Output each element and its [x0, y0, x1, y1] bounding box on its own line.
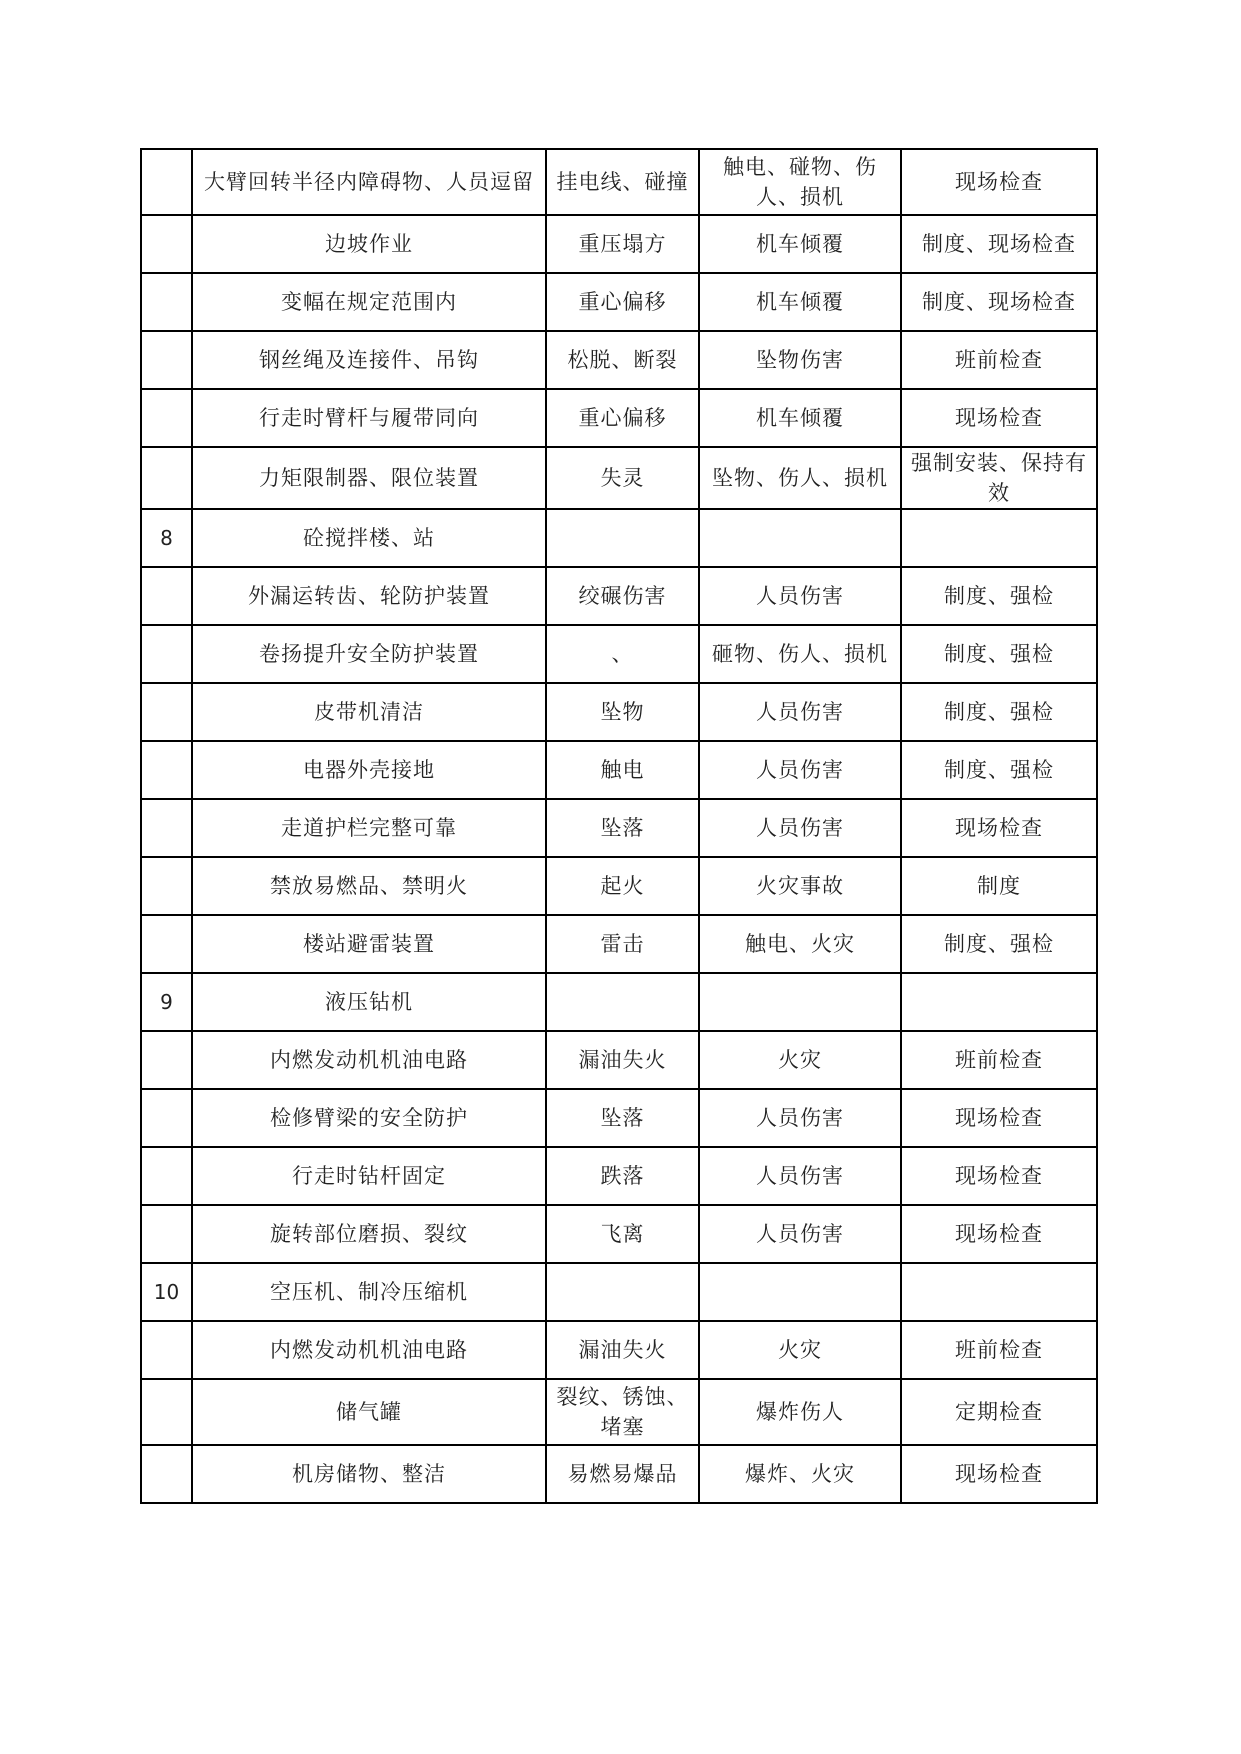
cell-number — [141, 215, 192, 273]
cell-consequence: 人员伤害 — [699, 567, 901, 625]
table-row — [141, 1089, 1097, 1147]
cell-hazard: 坠物 — [546, 683, 699, 741]
cell-hazard: 重压塌方 — [546, 215, 699, 273]
cell-number — [141, 1089, 192, 1147]
cell-measure: 定期检查 — [901, 1379, 1097, 1445]
cell-item: 行走时钻杆固定 — [192, 1147, 546, 1205]
cell-measure: 现场检查 — [901, 149, 1097, 215]
cell-measure — [901, 1263, 1097, 1321]
cell-number — [141, 683, 192, 741]
cell-item: 钢丝绳及连接件、吊钩 — [192, 331, 546, 389]
cell-hazard: 飞离 — [546, 1205, 699, 1263]
table-row — [141, 1379, 1097, 1445]
cell-consequence: 火灾 — [699, 1321, 901, 1379]
cell-number — [141, 857, 192, 915]
cell-measure: 现场检查 — [901, 1205, 1097, 1263]
cell-consequence: 触电、火灾 — [699, 915, 901, 973]
cell-number — [141, 1321, 192, 1379]
cell-consequence: 机车倾覆 — [699, 273, 901, 331]
document-page — [140, 148, 1098, 1504]
cell-hazard: 雷击 — [546, 915, 699, 973]
cell-measure: 制度、强检 — [901, 683, 1097, 741]
cell-consequence: 火灾事故 — [699, 857, 901, 915]
cell-measure: 制度、强检 — [901, 567, 1097, 625]
cell-consequence: 机车倾覆 — [699, 389, 901, 447]
table-row — [141, 1031, 1097, 1089]
table-row — [141, 389, 1097, 447]
cell-consequence: 砸物、伤人、损机 — [699, 625, 901, 683]
cell-number: 8 — [141, 509, 192, 567]
table-row — [141, 741, 1097, 799]
cell-measure: 现场检查 — [901, 799, 1097, 857]
cell-item: 砼搅拌楼、站 — [192, 509, 546, 567]
table-row — [141, 331, 1097, 389]
table-row — [141, 1263, 1097, 1321]
cell-hazard: 挂电线、碰撞 — [546, 149, 699, 215]
cell-item: 液压钻机 — [192, 973, 546, 1031]
cell-item: 内燃发动机机油电路 — [192, 1031, 546, 1089]
cell-number — [141, 389, 192, 447]
cell-measure: 现场检查 — [901, 389, 1097, 447]
table-row — [141, 799, 1097, 857]
cell-measure: 班前检查 — [901, 331, 1097, 389]
cell-item: 边坡作业 — [192, 215, 546, 273]
cell-number: 10 — [141, 1263, 192, 1321]
cell-hazard — [546, 1263, 699, 1321]
cell-hazard — [546, 973, 699, 1031]
cell-consequence: 人员伤害 — [699, 1147, 901, 1205]
cell-item: 旋转部位磨损、裂纹 — [192, 1205, 546, 1263]
cell-number: 9 — [141, 973, 192, 1031]
cell-item: 行走时臂杆与履带同向 — [192, 389, 546, 447]
table-row — [141, 509, 1097, 567]
cell-hazard: 失灵 — [546, 447, 699, 509]
cell-measure: 制度、强检 — [901, 915, 1097, 973]
cell-item: 走道护栏完整可靠 — [192, 799, 546, 857]
cell-consequence: 机车倾覆 — [699, 215, 901, 273]
table-row — [141, 273, 1097, 331]
table-row — [141, 915, 1097, 973]
cell-consequence: 人员伤害 — [699, 1089, 901, 1147]
cell-hazard: 跌落 — [546, 1147, 699, 1205]
cell-number — [141, 625, 192, 683]
cell-item: 卷扬提升安全防护装置 — [192, 625, 546, 683]
cell-measure — [901, 973, 1097, 1031]
cell-measure: 班前检查 — [901, 1031, 1097, 1089]
cell-hazard: 触电 — [546, 741, 699, 799]
table-row — [141, 1205, 1097, 1263]
cell-item: 储气罐 — [192, 1379, 546, 1445]
cell-measure: 制度、强检 — [901, 741, 1097, 799]
cell-consequence: 人员伤害 — [699, 741, 901, 799]
cell-hazard: 裂纹、锈蚀、堵塞 — [546, 1379, 699, 1445]
cell-measure: 现场检查 — [901, 1147, 1097, 1205]
cell-consequence: 人员伤害 — [699, 799, 901, 857]
cell-measure: 班前检查 — [901, 1321, 1097, 1379]
cell-hazard: 松脱、断裂 — [546, 331, 699, 389]
cell-hazard: 、 — [546, 625, 699, 683]
table-row — [141, 447, 1097, 509]
cell-number — [141, 567, 192, 625]
cell-hazard: 重心偏移 — [546, 389, 699, 447]
cell-number — [141, 447, 192, 509]
cell-item: 大臂回转半径内障碍物、人员逗留 — [192, 149, 546, 215]
cell-item: 空压机、制冷压缩机 — [192, 1263, 546, 1321]
cell-measure: 制度、现场检查 — [901, 273, 1097, 331]
cell-hazard: 重心偏移 — [546, 273, 699, 331]
cell-number — [141, 1205, 192, 1263]
table-row — [141, 1445, 1097, 1503]
table-row — [141, 149, 1097, 215]
cell-consequence: 爆炸伤人 — [699, 1379, 901, 1445]
cell-consequence: 爆炸、火灾 — [699, 1445, 901, 1503]
table-row — [141, 215, 1097, 273]
cell-measure: 制度、强检 — [901, 625, 1097, 683]
cell-hazard: 坠落 — [546, 799, 699, 857]
cell-item: 检修臂梁的安全防护 — [192, 1089, 546, 1147]
table-row — [141, 1147, 1097, 1205]
cell-consequence: 坠物伤害 — [699, 331, 901, 389]
cell-hazard: 易燃易爆品 — [546, 1445, 699, 1503]
cell-item: 电器外壳接地 — [192, 741, 546, 799]
cell-item: 皮带机清洁 — [192, 683, 546, 741]
cell-hazard: 漏油失火 — [546, 1321, 699, 1379]
hazard-table — [140, 148, 1098, 1504]
cell-item: 变幅在规定范围内 — [192, 273, 546, 331]
cell-number — [141, 915, 192, 973]
cell-item: 力矩限制器、限位装置 — [192, 447, 546, 509]
cell-number — [141, 149, 192, 215]
cell-number — [141, 799, 192, 857]
cell-item: 机房储物、整洁 — [192, 1445, 546, 1503]
cell-consequence — [699, 973, 901, 1031]
cell-measure: 现场检查 — [901, 1445, 1097, 1503]
table-body — [141, 149, 1097, 1503]
cell-consequence: 人员伤害 — [699, 683, 901, 741]
cell-measure — [901, 509, 1097, 567]
cell-item: 禁放易燃品、禁明火 — [192, 857, 546, 915]
cell-measure: 强制安装、保持有效 — [901, 447, 1097, 509]
table-row — [141, 1321, 1097, 1379]
cell-hazard: 起火 — [546, 857, 699, 915]
cell-number — [141, 1147, 192, 1205]
cell-number — [141, 1445, 192, 1503]
cell-number — [141, 273, 192, 331]
cell-consequence — [699, 1263, 901, 1321]
cell-item: 内燃发动机机油电路 — [192, 1321, 546, 1379]
cell-hazard: 漏油失火 — [546, 1031, 699, 1089]
cell-consequence: 人员伤害 — [699, 1205, 901, 1263]
cell-item: 外漏运转齿、轮防护装置 — [192, 567, 546, 625]
table-row — [141, 567, 1097, 625]
cell-number — [141, 741, 192, 799]
cell-hazard: 绞碾伤害 — [546, 567, 699, 625]
cell-item: 楼站避雷装置 — [192, 915, 546, 973]
cell-consequence: 火灾 — [699, 1031, 901, 1089]
cell-hazard — [546, 509, 699, 567]
cell-consequence: 坠物、伤人、损机 — [699, 447, 901, 509]
cell-number — [141, 1031, 192, 1089]
cell-consequence: 触电、碰物、伤人、损机 — [699, 149, 901, 215]
table-row — [141, 857, 1097, 915]
table-row — [141, 625, 1097, 683]
cell-measure: 现场检查 — [901, 1089, 1097, 1147]
table-row — [141, 973, 1097, 1031]
cell-measure: 制度 — [901, 857, 1097, 915]
cell-consequence — [699, 509, 901, 567]
cell-number — [141, 331, 192, 389]
cell-measure: 制度、现场检查 — [901, 215, 1097, 273]
cell-number — [141, 1379, 192, 1445]
cell-hazard: 坠落 — [546, 1089, 699, 1147]
table-row — [141, 683, 1097, 741]
